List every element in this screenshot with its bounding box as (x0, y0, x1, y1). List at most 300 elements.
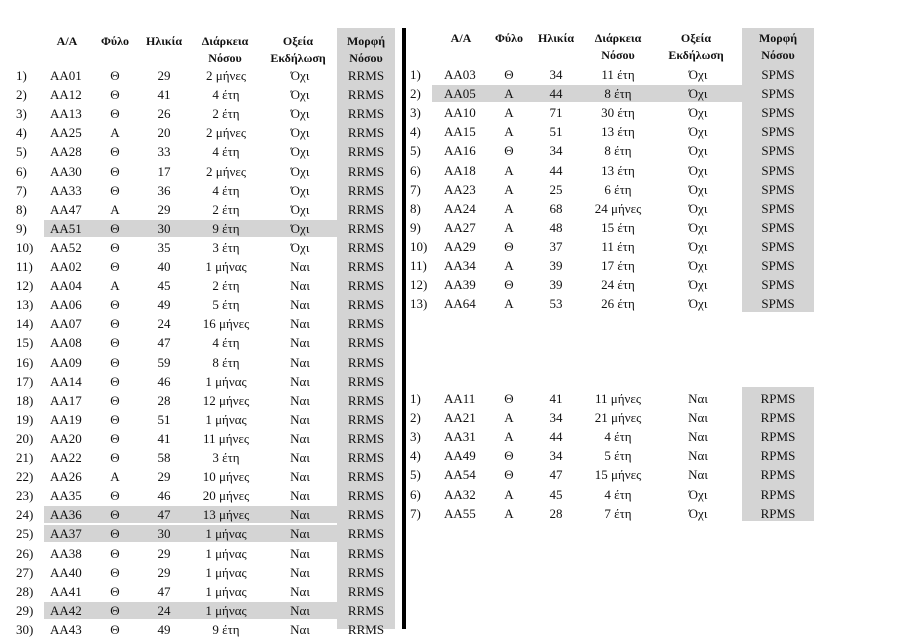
acute-onset: Όχι (290, 144, 310, 160)
patient-id: ΑΑ20 (50, 430, 82, 446)
left-header-duration: Διάρκεια Νόσου (201, 34, 249, 65)
disease-form: RRMS (347, 201, 385, 217)
row-number: 21) (16, 450, 34, 465)
disease-duration: 9 έτη (212, 621, 240, 637)
sex: Θ (110, 526, 120, 542)
disease-duration: 11 μήνες (594, 391, 642, 406)
acute-onset: Ναι (290, 602, 310, 618)
disease-duration: 5 έτη (212, 297, 240, 313)
age: 34 (549, 410, 563, 426)
patient-id: ΑΑ14 (50, 373, 82, 389)
row-number: 18) (16, 392, 34, 408)
right-header-form: Μορφή Νόσου (758, 31, 798, 62)
row-number: 2) (16, 87, 27, 103)
disease-duration: 10 μήνες (202, 469, 250, 485)
disease-duration: 7 έτη (604, 505, 632, 521)
row-number: 11) (410, 258, 427, 273)
disease-form: RPMS (760, 391, 796, 406)
row-number: 14) (16, 316, 34, 332)
row-number: 10) (16, 239, 34, 255)
acute-onset: Όχι (688, 162, 708, 178)
row-number: 30) (16, 621, 34, 637)
disease-duration: 4 έτη (604, 486, 632, 502)
patient-id: ΑΑ27 (444, 219, 476, 235)
disease-duration: 21 μήνες (594, 410, 642, 426)
left-header-acute: Οξεία Εκδήλωση (270, 34, 326, 65)
sex: Θ (110, 68, 120, 83)
disease-duration: 4 έτη (212, 182, 240, 198)
acute-onset: Όχι (290, 182, 310, 198)
age: 58 (157, 450, 171, 465)
sex: Θ (110, 411, 120, 427)
sex: Θ (110, 450, 120, 465)
patient-id: ΑΑ17 (50, 392, 82, 408)
age: 49 (157, 621, 171, 637)
acute-onset: Ναι (290, 259, 310, 274)
sex: Α (504, 429, 514, 445)
row-number: 3) (410, 429, 421, 445)
disease-duration: 15 έτη (601, 219, 635, 235)
disease-form: RRMS (347, 144, 385, 160)
sex: Θ (110, 220, 120, 236)
patient-id: ΑΑ30 (50, 163, 82, 179)
disease-duration: 3 έτη (212, 239, 240, 255)
sex: Θ (504, 448, 514, 464)
acute-onset: Ναι (290, 564, 310, 580)
age: 47 (157, 507, 171, 523)
age: 37 (549, 238, 563, 254)
sex: Α (504, 124, 514, 140)
patient-id: ΑΑ55 (444, 505, 476, 521)
age: 29 (157, 201, 171, 217)
disease-form: RRMS (347, 239, 385, 255)
disease-form: RRMS (347, 450, 385, 465)
row-number: 1) (16, 68, 27, 83)
disease-form: RRMS (347, 373, 385, 389)
patient-id: ΑΑ64 (444, 296, 476, 312)
acute-onset: Ναι (290, 411, 310, 427)
patient-id: ΑΑ01 (50, 68, 82, 83)
sex: Α (504, 410, 514, 426)
row-number: 7) (410, 181, 421, 197)
right-header-sex: Φύλο (494, 31, 524, 45)
sex: Θ (504, 238, 514, 254)
acute-onset: Όχι (290, 87, 310, 103)
age: 47 (157, 335, 171, 351)
disease-form: RRMS (347, 125, 385, 141)
patient-id: ΑΑ13 (50, 106, 82, 122)
disease-duration: 9 έτη (212, 220, 240, 236)
row-number: 19) (16, 411, 34, 427)
age: 28 (549, 505, 563, 521)
disease-form: RRMS (347, 507, 385, 523)
age: 34 (549, 448, 563, 464)
age: 49 (157, 297, 171, 313)
sex: Θ (110, 564, 120, 580)
row-number: 5) (16, 144, 27, 160)
acute-onset: Ναι (290, 430, 310, 446)
sex: Α (110, 278, 120, 294)
age: 46 (157, 488, 171, 504)
sex: Θ (110, 392, 120, 408)
disease-duration: 15 μήνες (594, 467, 642, 483)
disease-duration: 1 μήνας (205, 545, 247, 561)
age: 24 (157, 316, 171, 332)
sex: Θ (504, 391, 514, 406)
age: 41 (157, 430, 171, 446)
acute-onset: Ναι (290, 392, 310, 408)
sex: Α (110, 201, 120, 217)
right-header-aa: Α/Α (450, 31, 472, 45)
disease-duration: 6 έτη (604, 181, 632, 197)
patient-id: ΑΑ52 (50, 239, 82, 255)
row-number: 17) (16, 373, 34, 389)
disease-duration: 11 έτη (601, 67, 635, 82)
patient-id: ΑΑ49 (444, 448, 476, 464)
patient-id: ΑΑ43 (50, 621, 82, 637)
sex: Θ (110, 297, 120, 313)
right-header-acute: Οξεία Εκδήλωση (668, 31, 724, 62)
disease-form: RRMS (347, 392, 385, 408)
disease-duration: 13 έτη (601, 162, 635, 178)
row-number: 5) (410, 467, 421, 483)
disease-form: RRMS (347, 68, 385, 83)
disease-duration: 2 μήνες (205, 163, 246, 179)
disease-duration: 30 έτη (601, 105, 635, 121)
acute-onset: Ναι (290, 354, 310, 370)
age: 39 (549, 277, 563, 293)
disease-duration: 2 έτη (212, 201, 240, 217)
acute-onset: Όχι (290, 239, 310, 255)
sex: Α (110, 469, 120, 485)
disease-duration: 2 έτη (212, 106, 240, 122)
acute-onset: Ναι (290, 507, 310, 523)
sex: Α (504, 486, 514, 502)
disease-duration: 16 μήνες (202, 316, 250, 332)
disease-duration: 1 μήνας (205, 602, 247, 618)
row-number: 1) (410, 391, 421, 406)
disease-duration: 4 έτη (604, 429, 632, 445)
row-number: 13) (410, 296, 428, 312)
age: 29 (157, 545, 171, 561)
age: 44 (549, 86, 563, 102)
acute-onset: Όχι (290, 106, 310, 122)
sex: Θ (110, 430, 120, 446)
age: 47 (549, 467, 563, 483)
disease-form: RPMS (760, 505, 796, 521)
age: 29 (157, 469, 171, 485)
age: 44 (549, 162, 563, 178)
age: 20 (157, 125, 171, 141)
disease-duration: 13 έτη (601, 124, 635, 140)
patient-id: ΑΑ09 (50, 354, 82, 370)
disease-duration: 2 έτη (212, 278, 240, 294)
disease-duration: 1 μήνας (205, 259, 247, 274)
disease-duration: 1 μήνας (205, 583, 247, 599)
disease-form: SPMS (761, 258, 795, 273)
acute-onset: Όχι (688, 296, 708, 312)
disease-form: RRMS (347, 469, 385, 485)
disease-form: RRMS (347, 278, 385, 294)
disease-duration: 1 μήνας (205, 373, 247, 389)
sex: Θ (110, 144, 120, 160)
left-header-aa: Α/Α (56, 34, 78, 48)
disease-form: RRMS (347, 335, 385, 351)
disease-form: RRMS (347, 106, 385, 122)
disease-form: RRMS (347, 583, 385, 599)
disease-form: SPMS (761, 181, 795, 197)
patient-id: ΑΑ37 (50, 526, 82, 542)
disease-duration: 26 έτη (601, 296, 635, 312)
sex: Θ (110, 182, 120, 198)
sex: Θ (110, 259, 120, 274)
disease-form: RPMS (760, 467, 796, 483)
row-number: 3) (410, 105, 421, 121)
disease-duration: 24 έτη (601, 277, 635, 293)
sex: Θ (110, 316, 120, 332)
disease-duration: 8 έτη (604, 86, 632, 102)
acute-onset: Όχι (688, 67, 708, 82)
acute-onset: Ναι (290, 450, 310, 465)
patient-id: ΑΑ10 (444, 105, 476, 121)
age: 44 (549, 429, 563, 445)
disease-form: RRMS (347, 316, 385, 332)
disease-form: RRMS (347, 526, 385, 542)
patient-id: ΑΑ33 (50, 182, 82, 198)
sex: Θ (110, 354, 120, 370)
disease-duration: 4 έτη (212, 87, 240, 103)
acute-onset: Όχι (688, 277, 708, 293)
row-number: 6) (16, 163, 27, 179)
sex: Α (504, 219, 514, 235)
disease-duration: 2 μήνες (205, 68, 246, 83)
disease-form: RPMS (760, 429, 796, 445)
acute-onset: Όχι (290, 220, 310, 236)
acute-onset: Όχι (688, 219, 708, 235)
patient-id: ΑΑ11 (444, 391, 476, 406)
acute-onset: Ναι (688, 467, 708, 483)
disease-form: RPMS (760, 486, 796, 502)
acute-onset: Όχι (688, 124, 708, 140)
disease-form: RRMS (347, 564, 385, 580)
disease-form: SPMS (761, 238, 795, 254)
sex: Θ (504, 467, 514, 483)
disease-duration: 12 μήνες (202, 392, 250, 408)
patient-id: ΑΑ24 (444, 200, 476, 216)
right-header-age: Ηλικία (537, 31, 575, 45)
disease-duration: 11 έτη (601, 238, 635, 254)
disease-form: RRMS (347, 87, 385, 103)
acute-onset: Όχι (688, 238, 708, 254)
row-number: 7) (410, 505, 421, 521)
patient-id: ΑΑ23 (444, 181, 476, 197)
disease-form: SPMS (761, 67, 795, 82)
age: 26 (157, 106, 171, 122)
disease-form: RRMS (347, 182, 385, 198)
sex: Θ (504, 277, 514, 293)
acute-onset: Ναι (290, 583, 310, 599)
disease-duration: 20 μήνες (202, 488, 250, 504)
left-header-age: Ηλικία (145, 34, 183, 48)
row-number: 10) (410, 238, 428, 254)
sex: Θ (110, 87, 120, 103)
disease-duration: 2 μήνες (205, 125, 246, 141)
disease-form: SPMS (761, 124, 795, 140)
sex: Θ (110, 583, 120, 599)
patient-id: ΑΑ03 (444, 67, 476, 82)
row-number: 29) (16, 602, 34, 618)
sex: Θ (110, 488, 120, 504)
sex: Α (504, 181, 514, 197)
acute-onset: Όχι (290, 68, 310, 83)
sex: Α (504, 505, 514, 521)
row-number: 12) (410, 277, 428, 293)
age: 34 (549, 143, 563, 159)
disease-form: SPMS (761, 105, 795, 121)
disease-form: RPMS (760, 448, 796, 464)
age: 41 (549, 391, 563, 406)
patient-id: ΑΑ08 (50, 335, 82, 351)
acute-onset: Ναι (290, 335, 310, 351)
acute-onset: Όχι (688, 105, 708, 121)
disease-duration: 5 έτη (604, 448, 632, 464)
disease-duration: 4 έτη (212, 335, 240, 351)
disease-form: RRMS (347, 488, 385, 504)
patient-id: ΑΑ51 (50, 220, 82, 236)
sex: Θ (110, 545, 120, 561)
patient-id: ΑΑ41 (50, 583, 82, 599)
row-number: 3) (16, 106, 27, 122)
age: 46 (157, 373, 171, 389)
acute-onset: Όχι (290, 163, 310, 179)
row-number: 7) (16, 182, 27, 198)
age: 59 (157, 354, 171, 370)
row-number: 25) (16, 526, 34, 542)
patient-id: ΑΑ36 (50, 507, 82, 523)
patient-id: ΑΑ25 (50, 125, 82, 141)
patient-id: ΑΑ18 (444, 162, 476, 178)
acute-onset: Ναι (688, 410, 708, 426)
row-number: 23) (16, 488, 34, 504)
disease-form: RRMS (347, 430, 385, 446)
patient-id: ΑΑ15 (444, 124, 476, 140)
row-number: 6) (410, 162, 421, 178)
disease-duration: 8 έτη (212, 354, 240, 370)
disease-form: SPMS (761, 162, 795, 178)
patient-id: ΑΑ05 (444, 86, 476, 102)
sex: Θ (504, 143, 514, 159)
patient-id: ΑΑ21 (444, 410, 476, 426)
disease-form: SPMS (761, 143, 795, 159)
acute-onset: Όχι (688, 486, 708, 502)
disease-form: RRMS (347, 297, 385, 313)
row-number: 16) (16, 354, 34, 370)
sex: Θ (110, 335, 120, 351)
disease-form: RRMS (347, 621, 385, 637)
acute-onset: Ναι (290, 526, 310, 542)
acute-onset: Ναι (290, 621, 310, 637)
age: 29 (157, 68, 171, 83)
age: 24 (157, 602, 171, 618)
disease-duration: 8 έτη (604, 143, 632, 159)
sex: Θ (110, 621, 120, 637)
disease-duration: 1 μήνας (205, 526, 247, 542)
disease-form: RPMS (760, 410, 796, 426)
row-number: 4) (16, 125, 27, 141)
age: 68 (549, 200, 563, 216)
acute-onset: Όχι (688, 181, 708, 197)
row-number: 12) (16, 278, 34, 294)
sex: Θ (110, 163, 120, 179)
patient-id: ΑΑ32 (444, 486, 476, 502)
age: 40 (157, 259, 171, 274)
disease-duration: 24 μήνες (594, 200, 642, 216)
right-header-duration: Διάρκεια Νόσου (594, 31, 642, 62)
patient-id: ΑΑ47 (50, 201, 82, 217)
disease-form: SPMS (761, 219, 795, 235)
age: 45 (157, 278, 171, 294)
patient-id: ΑΑ28 (50, 144, 82, 160)
row-number: 8) (410, 200, 421, 216)
patient-id: ΑΑ29 (444, 238, 476, 254)
patient-id: ΑΑ40 (50, 564, 82, 580)
row-number: 2) (410, 86, 421, 102)
sex: Α (504, 162, 514, 178)
patient-id: ΑΑ39 (444, 277, 476, 293)
patient-id: ΑΑ26 (50, 469, 82, 485)
patient-id: ΑΑ22 (50, 450, 82, 465)
patient-id: ΑΑ19 (50, 411, 82, 427)
age: 39 (549, 258, 563, 273)
patient-id: ΑΑ02 (50, 259, 82, 274)
age: 33 (157, 144, 171, 160)
disease-duration: 1 μήνας (205, 411, 247, 427)
disease-form: RRMS (347, 163, 385, 179)
row-number: 27) (16, 564, 34, 580)
age: 45 (549, 486, 563, 502)
sex: Θ (110, 239, 120, 255)
disease-duration: 3 έτη (212, 450, 240, 465)
patient-id: ΑΑ34 (444, 258, 476, 273)
patient-id: ΑΑ42 (50, 602, 82, 618)
row-number: 1) (410, 67, 421, 82)
age: 41 (157, 87, 171, 103)
acute-onset: Ναι (688, 429, 708, 445)
age: 51 (157, 411, 171, 427)
age: 47 (157, 583, 171, 599)
row-number: 22) (16, 469, 34, 485)
row-number: 13) (16, 297, 34, 313)
row-number: 6) (410, 486, 421, 502)
patient-id: ΑΑ07 (50, 316, 82, 332)
row-number: 24) (16, 507, 34, 523)
row-number: 4) (410, 124, 421, 140)
disease-form: RRMS (347, 602, 385, 618)
row-number: 26) (16, 545, 34, 561)
acute-onset: Ναι (688, 391, 708, 406)
sex: Α (504, 200, 514, 216)
patient-id: ΑΑ12 (50, 87, 82, 103)
disease-duration: 17 έτη (601, 258, 635, 273)
row-number: 28) (16, 583, 34, 599)
sex: Α (504, 296, 514, 312)
age: 51 (549, 124, 563, 140)
disease-form: RRMS (347, 545, 385, 561)
acute-onset: Όχι (688, 258, 708, 273)
row-number: 11) (16, 259, 33, 274)
disease-form: RRMS (347, 259, 385, 274)
sex: Α (504, 86, 514, 102)
